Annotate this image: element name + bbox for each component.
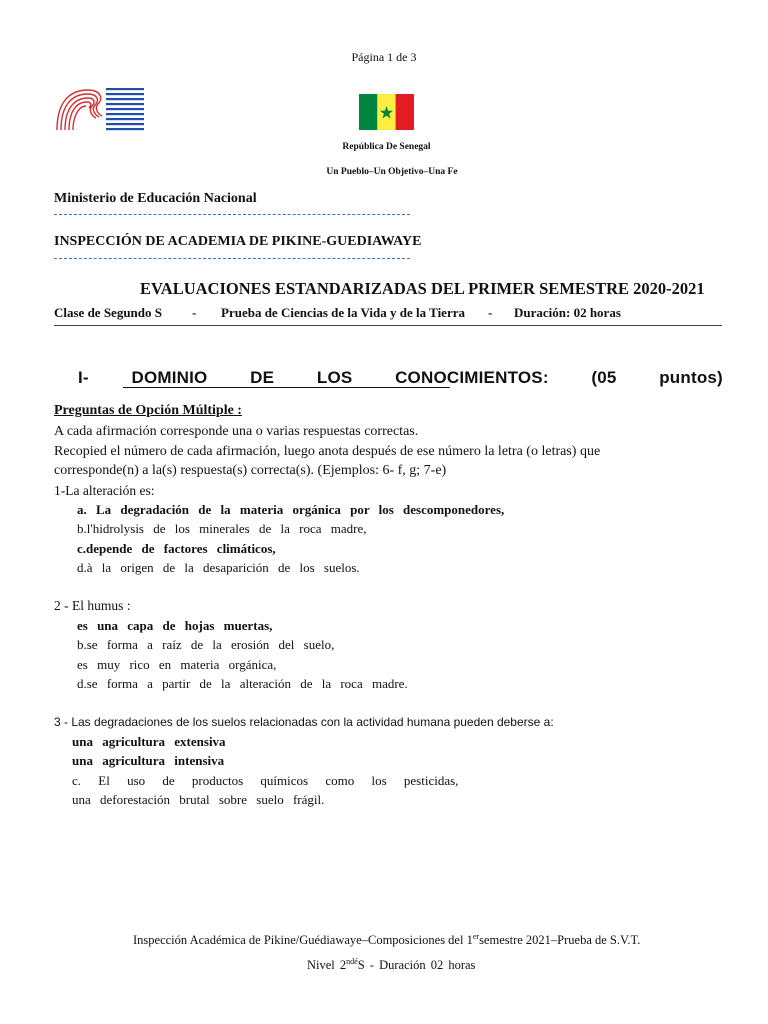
national-motto: Un Pueblo–Un Objetivo–Una Fe	[326, 167, 458, 177]
footer-text: semestre 2021–Prueba de S.V.T.	[479, 933, 641, 948]
question-3-option-b: una agricultura intensiva	[72, 753, 225, 768]
question-3-option-d: una deforestación brutal sobre suelo frágil.	[72, 792, 325, 807]
question-1-option-c: c.depende de factores climáticos,	[77, 541, 276, 556]
mcq-intro: Recopied el número de cada afirmación, luego anota después de ese número la letra (o letras) que	[54, 444, 601, 459]
section-number: I-	[78, 368, 89, 387]
section-word: puntos)	[659, 368, 723, 387]
dashed-divider	[54, 214, 410, 215]
subject-name: Prueba de Ciencias de la Vida y de la Tierra	[221, 305, 465, 320]
question-1: 1-La alteración es:	[54, 483, 155, 498]
footer-text: S - Duración 02 horas	[357, 958, 476, 973]
question-2-option-b: b.se forma a raíz de la erosión del suelo,	[77, 637, 335, 652]
mcq-intro: corresponde(n) a la(s) respuesta(s) correcta(s). (Ejemplos: 6- f, g; 7-e)	[54, 463, 447, 478]
ministry-name: Ministerio de Educación Nacional	[54, 191, 257, 206]
dashed-divider	[54, 258, 410, 259]
section-word: CONOCIMIENTOS:	[395, 368, 549, 387]
footer-line-1	[133, 932, 640, 948]
section-word: (05	[591, 368, 617, 387]
section-word: DE	[250, 368, 275, 387]
footer-text: Nivel 2	[307, 958, 347, 973]
academy-logo-icon	[54, 86, 146, 132]
section-word: LOS	[316, 368, 353, 387]
question-3-option-c: c. El uso de productos químicos como los pesticidas,	[72, 773, 459, 788]
mcq-title: Preguntas de Opción Múltiple :	[54, 403, 242, 418]
footer-line-2	[307, 957, 475, 973]
republic-name: República De Senegal	[342, 142, 431, 152]
class-name: Clase de Segundo S	[54, 305, 162, 320]
question-3: 3 - Las degradaciones de los suelos relacionadas con la actividad humana pueden deberse a:	[54, 715, 554, 729]
section-title	[78, 368, 723, 388]
question-2-option-d: d.se forma a partir de la alteración de la roca madre.	[77, 676, 408, 691]
section-word: DOMINIO	[131, 368, 208, 387]
inspection-name: INSPECCIÓN DE ACADEMIA DE PIKINE-GUEDIAWAYE	[54, 234, 422, 249]
senegal-flag-icon	[359, 94, 414, 130]
separator: -	[488, 305, 493, 320]
exam-duration: Duración: 02 horas	[514, 305, 621, 320]
exam-title: EVALUACIONES ESTANDARIZADAS DEL PRIMER SEMESTRE 2020-2021	[140, 279, 705, 298]
mcq-intro: A cada afirmación corresponde una o varias respuestas correctas.	[54, 424, 419, 439]
question-1-option-a: a. La degradación de la materia orgánica por los descomponedores,	[77, 502, 505, 517]
separator: -	[192, 305, 197, 320]
footer-superscript: ndé	[346, 957, 358, 966]
question-1-option-b: b.l'hidrolysis de los minerales de la roca madre,	[77, 521, 367, 536]
question-3-option-a: una agricultura extensiva	[72, 734, 226, 749]
footer-text: Inspección Académica de Pikine/Guédiawaye–Composiciones del 1	[133, 933, 473, 948]
question-1-option-d: d.à la origen de la desaparición de los suelos.	[77, 560, 360, 575]
page-number: Página 1 de 3	[351, 50, 417, 64]
section-underline	[123, 387, 450, 388]
question-2-option-c: es muy rico en materia orgánica,	[77, 657, 277, 672]
header-rule	[54, 325, 722, 326]
question-2-option-a: es una capa de hojas muertas,	[77, 618, 273, 633]
question-2: 2 - El humus :	[54, 598, 131, 613]
footer-superscript: er	[472, 932, 480, 941]
